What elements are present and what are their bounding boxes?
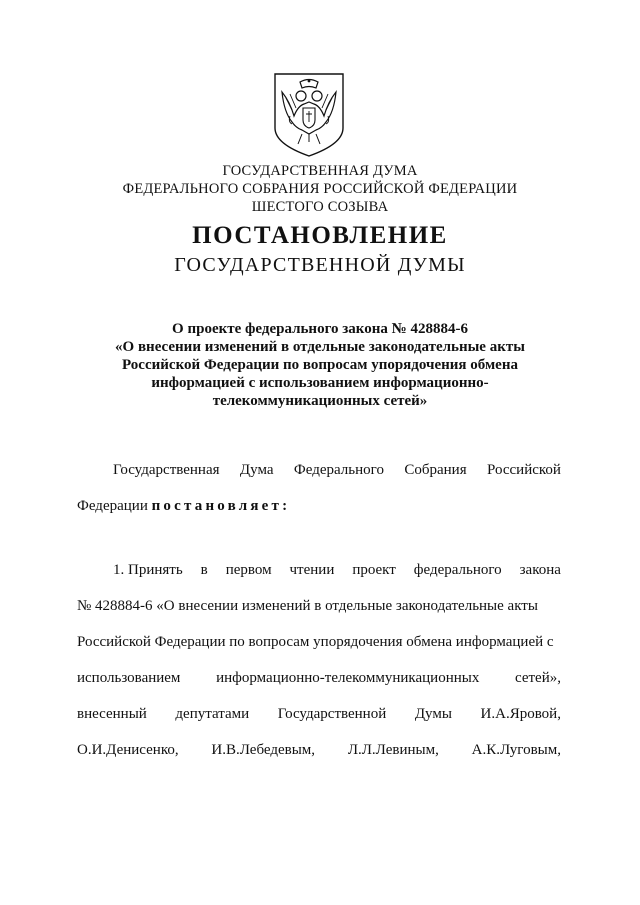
word: Государственная — [113, 462, 220, 478]
word: Российской — [487, 462, 561, 478]
word: И.В.Лебедевым, — [211, 742, 316, 758]
word: использованием — [77, 670, 181, 686]
word: федерального — [413, 562, 502, 578]
subject-line-2: «О внесении изменений в отдельные законодательные акты — [115, 339, 525, 355]
preamble-line-1 — [113, 462, 561, 479]
word: чтении — [289, 562, 335, 578]
word: Федерального — [293, 462, 384, 478]
body-line-5 — [77, 706, 561, 723]
word: информационно-телекоммуникационных — [216, 670, 480, 686]
subject-line-5: телекоммуникационных сетей» — [212, 393, 428, 409]
subject-line-4: информацией с использованием информационно- — [151, 375, 489, 391]
header-line-3: ШЕСТОГО СОЗЫВА — [251, 199, 389, 215]
subject-line-1: О проекте федерального закона № 428884-6 — [172, 321, 468, 337]
subject-line-3: Российской Федерации по вопросам упорядочения обмена — [122, 357, 518, 373]
word: закона — [519, 562, 561, 578]
word: Думы — [414, 706, 452, 722]
word: в — [200, 562, 208, 578]
word: сетей», — [515, 670, 561, 686]
body-line-6 — [77, 742, 561, 759]
word: депутатами — [175, 706, 250, 722]
body-line-2: № 428884-6 «О внесении изменений в отдельные законодательные акты — [77, 598, 538, 614]
word: внесенный — [77, 706, 147, 722]
word: 1. Принять — [113, 562, 183, 578]
word: первом — [225, 562, 272, 578]
preamble-verb: постановляет: — [151, 498, 291, 514]
body-line-3: Российской Федерации по вопросам упорядочения обмена информацией с — [77, 634, 554, 650]
header-line-1: ГОСУДАРСТВЕННАЯ ДУМА — [222, 163, 418, 179]
document-title: ПОСТАНОВЛЕНИЕ — [192, 222, 448, 249]
coat-of-arms-emblem — [272, 72, 346, 158]
document-subtitle: ГОСУДАРСТВЕННОЙ ДУМЫ — [174, 254, 466, 276]
word: Государственной — [277, 706, 387, 722]
word: И.А.Яровой, — [480, 706, 561, 722]
word: Собрания — [404, 462, 467, 478]
body-line-4 — [77, 670, 561, 687]
preamble-prefix: Федерации — [77, 498, 152, 514]
word: А.К.Луговым, — [471, 742, 561, 758]
word: проект — [352, 562, 396, 578]
word: Дума — [239, 462, 274, 478]
header-line-2: ФЕДЕРАЛЬНОГО СОБРАНИЯ РОССИЙСКОЙ ФЕДЕРАЦИИ — [122, 181, 518, 197]
word: О.И.Денисенко, — [77, 742, 179, 758]
word: Л.Л.Левиным, — [347, 742, 439, 758]
body-line-1 — [113, 562, 561, 579]
preamble-line-2 — [77, 498, 561, 515]
